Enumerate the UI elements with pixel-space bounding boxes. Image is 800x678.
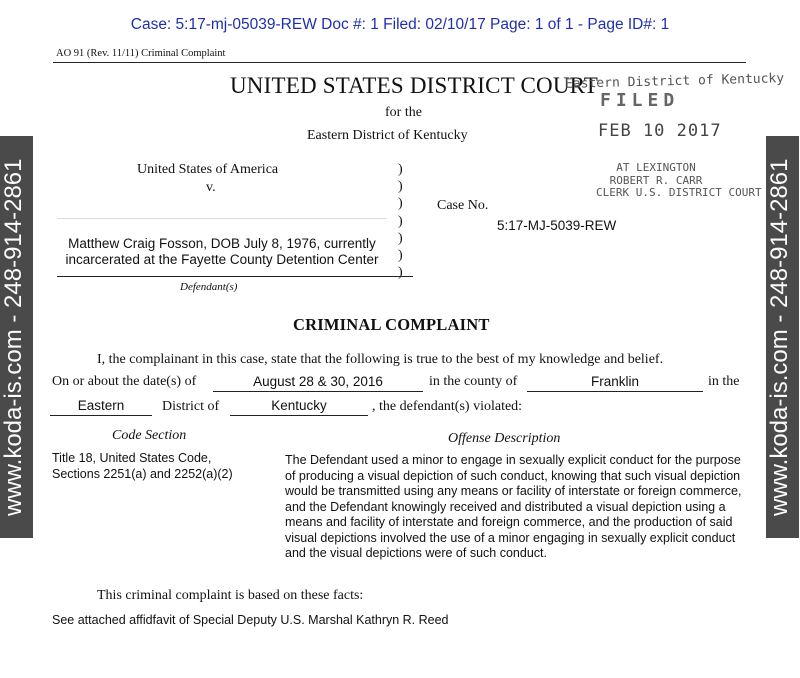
defendant-label: Defendant(s) bbox=[180, 281, 238, 293]
stamp-location-line: ROBERT R. CARR bbox=[609, 173, 703, 187]
stamp-location-line: AT LEXINGTON bbox=[616, 161, 696, 174]
defendant-line: incarcerated at the Fayette County Detention Center bbox=[65, 251, 379, 267]
paren: ) bbox=[398, 230, 403, 246]
form-rule bbox=[53, 62, 746, 63]
case-no-label: Case No. bbox=[437, 198, 489, 213]
court-district: Eastern District of Kentucky bbox=[307, 128, 468, 143]
code-section-header: Code Section bbox=[112, 428, 187, 443]
paren: ) bbox=[398, 179, 403, 195]
dates-field: August 28 & 30, 2016 bbox=[213, 374, 423, 392]
form-id: AO 91 (Rev. 11/11) Criminal Complaint bbox=[56, 48, 226, 59]
case-no-value: 5:17-MJ-5039-REW bbox=[497, 218, 617, 233]
paren: ) bbox=[398, 162, 403, 177]
stamp-court: Eastern District of Kentucky bbox=[564, 71, 785, 92]
for-the: for the bbox=[385, 105, 422, 120]
defendant-name bbox=[57, 236, 387, 267]
complaint-title: CRIMINAL COMPLAINT bbox=[293, 315, 490, 334]
offense-description-text: The Defendant used a minor to engage in sexually explicit conduct for the purpose of producing a visual depiction of such conduct, knowing that such visual depiction would be transmitted using any means or facility of interstate or foreign commerce, and the Defendant knowingly received and distributed a visual depiction using a means and facility of interstate and foreign commerce, and the production of said visual depictions involved the use of a minor engaging in sexually explicit conduct and the visual depictions were of such conduct. bbox=[285, 453, 742, 560]
defendant-line: Matthew Craig Fosson, DOB July 8, 1976, currently bbox=[68, 236, 376, 251]
offense-description-header: Offense Description bbox=[448, 431, 561, 446]
plaintiff: United States of America bbox=[137, 162, 279, 177]
caption-divider bbox=[57, 218, 387, 219]
state-field: Kentucky bbox=[230, 398, 368, 416]
ecf-header: Case: 5:17-mj-05039-REW Doc #: 1 Filed: 02/10/17 Page: 1 of 1 - Page ID#: 1 bbox=[130, 16, 670, 33]
watermark-right: www.koda-is.com - 248-914-2861 bbox=[766, 136, 799, 538]
violated-label: , the defendant(s) violated: bbox=[372, 399, 523, 414]
caption-parens bbox=[398, 161, 403, 281]
watermark-left: www.koda-is.com - 248-914-2861 bbox=[0, 136, 33, 538]
district-field: Eastern bbox=[50, 398, 152, 416]
county-label: in the county of bbox=[429, 374, 518, 389]
stamp-location bbox=[596, 161, 762, 200]
defendant-rule bbox=[57, 276, 413, 277]
paren: ) bbox=[398, 265, 403, 281]
district-label: District of bbox=[162, 399, 220, 414]
complaint-intro: I, the complainant in this case, state that the following is true to the best of my knowledge and belief. bbox=[97, 352, 664, 367]
court-name: UNITED STATES DISTRICT COURT bbox=[230, 73, 599, 98]
paren: ) bbox=[398, 248, 403, 264]
stamp-filed: FILED bbox=[600, 90, 680, 111]
stamp-date: FEB 10 2017 bbox=[598, 121, 722, 141]
versus: v. bbox=[206, 180, 216, 195]
code-section-line: Title 18, United States Code, bbox=[52, 451, 212, 465]
paren: ) bbox=[398, 213, 403, 229]
in-the-label: in the bbox=[708, 374, 740, 389]
code-section-text bbox=[52, 451, 282, 482]
code-section-line: Sections 2251(a) and 2252(a)(2) bbox=[52, 466, 233, 481]
on-or-about-label: On or about the date(s) of bbox=[52, 374, 197, 389]
paren: ) bbox=[398, 196, 403, 212]
stamp-location-line: CLERK U.S. DISTRICT COURT bbox=[596, 186, 762, 199]
facts-text: See attached affidfavit of Special Deputy U.S. Marshal Kathryn R. Reed bbox=[52, 613, 449, 627]
based-on-label: This criminal complaint is based on these facts: bbox=[97, 588, 364, 603]
county-field: Franklin bbox=[527, 374, 703, 392]
